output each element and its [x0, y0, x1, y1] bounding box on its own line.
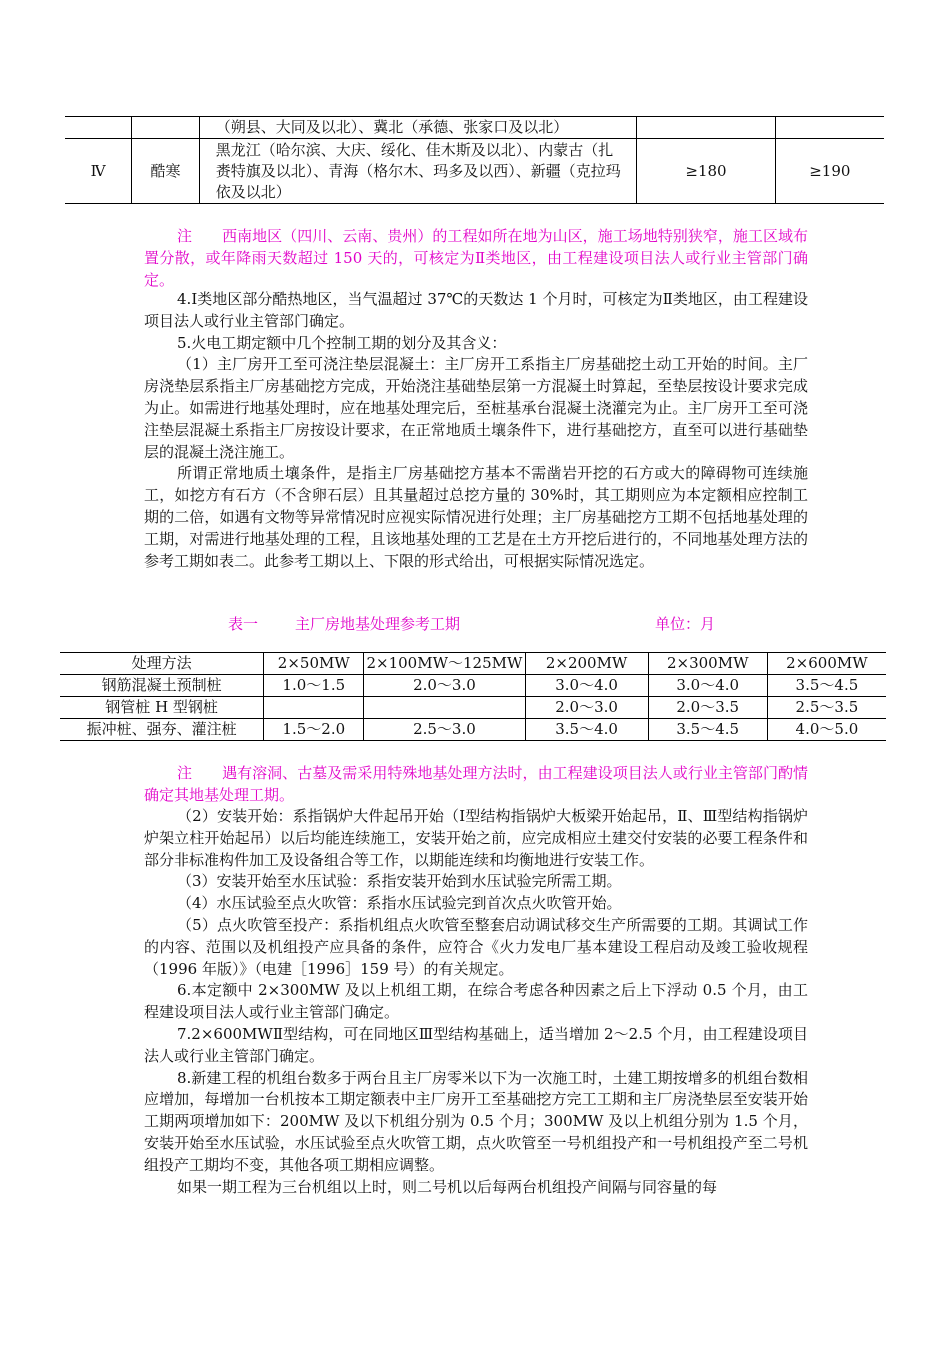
- note-paragraph: 注 遇有溶洞、古墓及需采用特殊地基处理方法时，由工程建设项目法人或行业主管部门酌情确定其地基处理工期。: [144, 764, 808, 804]
- table-cell: 振冲桩、强夯、灌注桩: [60, 719, 264, 741]
- table-cell: 2.5～3.0: [364, 719, 525, 741]
- paragraph: 7.2×600MWⅡ型结构，可在同地区Ⅲ型结构基础上，适当增加 2～2.5 个月，由工程建设项目法人或行业主管部门确定。: [144, 1024, 808, 1065]
- table-row: [65, 117, 884, 139]
- table-row: [60, 719, 886, 741]
- table-cell: 钢管桩 H 型钢桩: [60, 697, 264, 719]
- table-header-row: [60, 653, 886, 675]
- table-cell: 4.0～5.0: [767, 719, 886, 741]
- days-cell: ≥190: [775, 139, 884, 204]
- table-cell: [264, 697, 364, 719]
- area-line: 黑龙江（哈尔滨、大庆、绥化、佳木斯及以北）、内蒙古（扎: [215, 140, 614, 159]
- note-paragraph: 注 西南地区（四川、云南、贵州）的工程如所在地为山区，施工场地特别狭窄，施工区域布置分散，或年降雨天数超过 150 天的，可核定为Ⅱ类地区，由工程建设项目法人或行业主管部门确定。: [144, 227, 808, 289]
- column-header: 2×300MW: [648, 653, 767, 675]
- table-cell: 3.5～4.5: [648, 719, 767, 741]
- paragraph: （5）点火吹管至投产：系指机组点火吹管至整套启动调试移交生产所需要的工期。其调试工作的内容、范围以及机组投产应具备的条件，应符合《火力发电厂基本建设工程启动及竣工验收规程（1996 年版）》（电建［1996］159 号）的有关规定。: [144, 915, 808, 978]
- table-cell: 3.5～4.0: [525, 719, 648, 741]
- paragraph: （3）安装开始至水压试验：系指安装开始到水压试验完所需工期。: [177, 872, 622, 891]
- paragraph: 4.Ⅰ类地区部分酷热地区，当气温超过 37℃的天数达 1 个月时，可核定为Ⅱ类地区，由工程建设项目法人或行业主管部门确定。: [144, 290, 808, 330]
- column-header: 处理方法: [60, 653, 264, 675]
- area-line: 赉特旗及以北）、青海（格尔木、玛多及以西）、新疆（克拉玛: [215, 161, 621, 180]
- paragraph: 8.新建工程的机组台数多于两台且主厂房零米以下为一次施工时，土建工期按增多的机组台数相应增加，每增加一台机按本工期定额表中主厂房开工至基础挖方完工工期和主厂房浇垫层至安装开始工期两项增加如下：200MW 及以下机组分别为 0.5 个月；300MW 及以上机组分别为 1.5 个月，安装开始至水压试验，水压试验至点火吹管工期，点火吹管至一号机组投产和一号机组投产至二号机组投产工期均不变，其他各项工期相应调整。: [144, 1068, 808, 1174]
- paragraph: （1）主厂房开工至可浇注垫层混凝土：主厂房开工系指主厂房基础挖土动工开始的时间。主厂房浇垫层系指主厂房基础挖方完成，开始浇注基础垫层第一方混凝土时算起，至垫层按设计要求完成为止。如需进行地基处理时，应在地基处理完后，至桩基承台混凝土浇灌完为止。主厂房开工至可浇注垫层混凝土系指主厂房按设计要求，在正常地质土壤条件下，进行基础挖方，直至可以进行基础垫层的混凝土浇注施工。: [144, 355, 808, 461]
- table-cell: 1.5～2.0: [264, 719, 364, 741]
- region-name-cell: 酷寒: [132, 139, 199, 204]
- region-area-cell: [199, 139, 637, 204]
- climate-region-table: [65, 116, 884, 204]
- foundation-reference-table: [60, 652, 886, 741]
- body-section-2: [144, 806, 808, 1198]
- paragraph: 5.火电工期定额中几个控制工期的划分及其含义：: [177, 333, 507, 352]
- region-class-cell: Ⅳ: [65, 139, 132, 204]
- paragraph: 所谓正常地质土壤条件，是指主厂房基础挖方基本不需凿岩开挖的石方或大的障碍物可连续施工，如挖方有石方（不含卵石层）且其量超过总挖方量的 30%时，其工期则应为本定额相应控制工期的二倍，如遇有文物等异常情况时应视实际情况进行处理；主厂房基础挖方工期不包括地基处理的工期，对需进行地基处理的工程，且该地基处理的工艺是在土方开挖后进行的，不同地基处理方法的参考工期如表二。此参考工期以上、下限的形式给出，可根据实际情况选定。: [144, 464, 808, 570]
- paragraph: 6.本定额中 2×300MW 及以上机组工期，在综合考虑各种因素之后上下浮动 0.5 个月，由工程建设项目法人或行业主管部门确定。: [144, 981, 808, 1022]
- table-title: 主厂房地基处理参考工期: [295, 615, 461, 633]
- column-header: 2×50MW: [264, 653, 364, 675]
- table-cell: 钢筋混凝土预制桩: [60, 675, 264, 697]
- table-row: [65, 139, 884, 204]
- paragraph: （4）水压试验至点火吹管：系指水压试验完到首次点火吹管开始。: [177, 894, 622, 913]
- table-cell: 3.5～4.5: [767, 675, 886, 697]
- paragraph: 如果一期工程为三台机组以上时，则二号机以后每两台机组投产间隔与同容量的每: [177, 1177, 718, 1196]
- table-cell: [637, 117, 775, 139]
- table-cell: 2.0～3.0: [364, 675, 525, 697]
- table-unit: 单位：月: [655, 615, 716, 633]
- table-number: 表一: [228, 615, 259, 633]
- table-cell: 3.0～4.0: [648, 675, 767, 697]
- table-row: [60, 675, 886, 697]
- body-section-1: [144, 289, 808, 572]
- table-cell: [65, 117, 132, 139]
- table-cell: [775, 117, 884, 139]
- column-header: 2×200MW: [525, 653, 648, 675]
- table-cell: 2.0～3.0: [525, 697, 648, 719]
- table-cell: 3.0～4.0: [525, 675, 648, 697]
- table-cell: 2.5～3.5: [767, 697, 886, 719]
- table-row: [60, 697, 886, 719]
- table-cell: （朔县、大同及以北）、冀北（承德、张家口及以北）: [199, 117, 637, 139]
- paragraph: （2）安装开始：系指锅炉大件起吊开始（Ⅰ型结构指锅炉大板梁开始起吊，Ⅱ、Ⅲ型结构指锅炉炉架立柱开始起吊）以后均能连续施工，安装开始之前，应完成相应土建交付安装的必要工程条件和部分非标准构件加工及设备组合等工作，以期能连续和均衡地进行安装工作。: [144, 807, 808, 869]
- days-cell: ≥180: [637, 139, 775, 204]
- area-line: 依及以北）: [215, 182, 291, 201]
- column-header: 2×100MW～125MW: [364, 653, 525, 675]
- table-cell: 1.0～1.5: [264, 675, 364, 697]
- table-cell: 2.0～3.5: [648, 697, 767, 719]
- table-cell: [364, 697, 525, 719]
- column-header: 2×600MW: [767, 653, 886, 675]
- table-cell: [132, 117, 199, 139]
